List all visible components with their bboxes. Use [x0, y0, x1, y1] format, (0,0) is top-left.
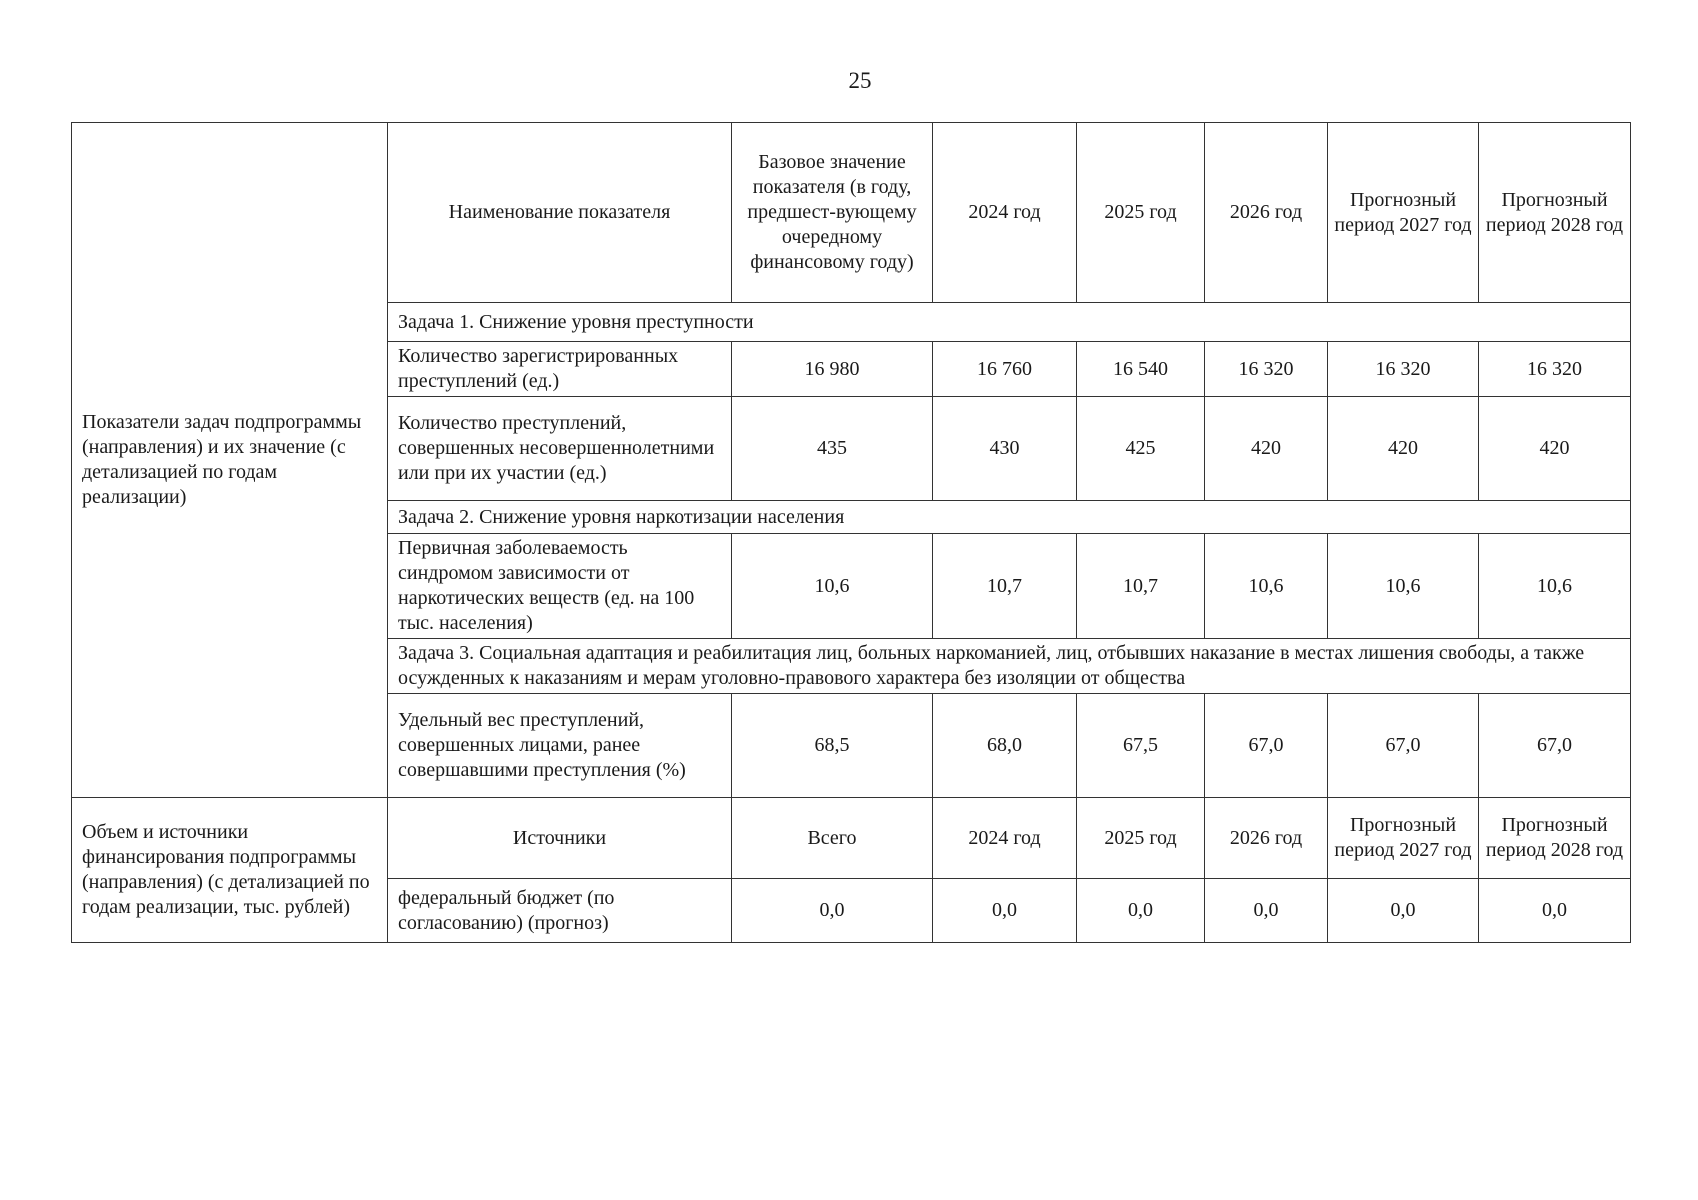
value-2024: 430	[933, 397, 1077, 501]
base-value: 68,5	[732, 694, 933, 798]
value-2028: 420	[1479, 397, 1631, 501]
value-2026: 0,0	[1205, 879, 1328, 943]
header-2025: 2025 год	[1077, 123, 1205, 303]
indicator-name: Количество зарегистрированных преступлений (ед.)	[388, 342, 732, 397]
finance-header-2028: Прогнозный период 2028 год	[1479, 798, 1631, 879]
task-3-title: Задача 3. Социальная адаптация и реабилитация лиц, больных наркоманией, лиц, отбывших наказание в местах лишения свободы, а также осужденных к наказаниям и мерам уголовно-правового характера без изоляции от общества	[388, 639, 1631, 694]
header-2027: Прогнозный период 2027 год	[1328, 123, 1479, 303]
value-2027: 420	[1328, 397, 1479, 501]
value-2027: 67,0	[1328, 694, 1479, 798]
value-2028: 16 320	[1479, 342, 1631, 397]
value-2027: 16 320	[1328, 342, 1479, 397]
value-2027: 10,6	[1328, 534, 1479, 639]
value-2028: 67,0	[1479, 694, 1631, 798]
total-value: 0,0	[732, 879, 933, 943]
indicators-label: Показатели задач подпрограммы (направления) и их значение (с детализацией по годам реализации)	[72, 123, 388, 798]
value-2026: 420	[1205, 397, 1328, 501]
base-value: 435	[732, 397, 933, 501]
value-2028: 0,0	[1479, 879, 1631, 943]
value-2024: 0,0	[933, 879, 1077, 943]
header-indicator-name: Наименование показателя	[388, 123, 732, 303]
value-2025: 10,7	[1077, 534, 1205, 639]
finance-header-2027: Прогнозный период 2027 год	[1328, 798, 1479, 879]
value-2025: 425	[1077, 397, 1205, 501]
finance-header-row	[72, 798, 1631, 879]
header-sources: Источники	[388, 798, 732, 879]
value-2025: 16 540	[1077, 342, 1205, 397]
header-base-value: Базовое значение показателя (в году, предшест-вующему очередному финансовому году)	[732, 123, 933, 303]
value-2025: 0,0	[1077, 879, 1205, 943]
header-2028: Прогнозный период 2028 год	[1479, 123, 1631, 303]
finance-header-2026: 2026 год	[1205, 798, 1328, 879]
value-2024: 68,0	[933, 694, 1077, 798]
base-value: 16 980	[732, 342, 933, 397]
task-2-title: Задача 2. Снижение уровня наркотизации населения	[388, 501, 1631, 534]
financing-label: Объем и источники финансирования подпрограммы (направления) (с детализацией по годам реализации, тыс. рублей)	[72, 798, 388, 943]
task-1-title: Задача 1. Снижение уровня преступности	[388, 303, 1631, 342]
indicator-name: Первичная заболеваемость синдромом зависимости от наркотических веществ (ед. на 100 тыс. населения)	[388, 534, 732, 639]
source-name: федеральный бюджет (по согласованию) (прогноз)	[388, 879, 732, 943]
header-total: Всего	[732, 798, 933, 879]
value-2026: 10,6	[1205, 534, 1328, 639]
value-2024: 10,7	[933, 534, 1077, 639]
value-2025: 67,5	[1077, 694, 1205, 798]
value-2028: 10,6	[1479, 534, 1631, 639]
finance-header-2024: 2024 год	[933, 798, 1077, 879]
page-number: 25	[848, 68, 872, 93]
header-2024: 2024 год	[933, 123, 1077, 303]
value-2026: 16 320	[1205, 342, 1328, 397]
base-value: 10,6	[732, 534, 933, 639]
finance-header-2025: 2025 год	[1077, 798, 1205, 879]
indicator-name: Количество преступлений, совершенных несовершеннолетними или при их участии (ед.)	[388, 397, 732, 501]
value-2024: 16 760	[933, 342, 1077, 397]
value-2027: 0,0	[1328, 879, 1479, 943]
indicator-name: Удельный вес преступлений, совершенных лицами, ранее совершавшими преступления (%)	[388, 694, 732, 798]
subprogram-table	[71, 122, 1631, 943]
indicator-header-row	[72, 123, 1631, 303]
header-2026: 2026 год	[1205, 123, 1328, 303]
value-2026: 67,0	[1205, 694, 1328, 798]
